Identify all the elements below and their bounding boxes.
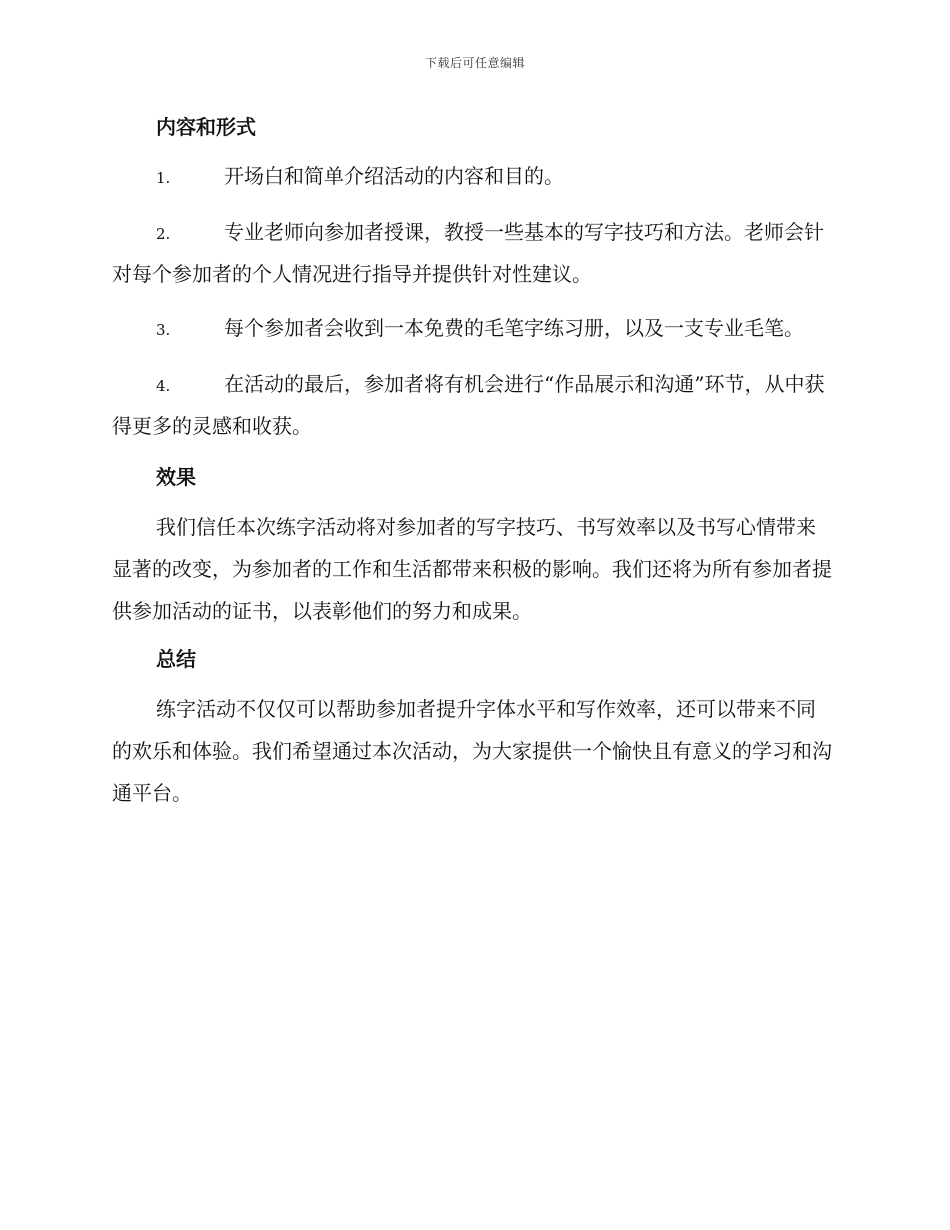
summary-paragraph: 练字活动不仅仅可以帮助参加者提升字体水平和写作效率，还可以带来不同的欢乐和体验。我们希望通过本次活动，为大家提供一个愉快且有意义的学习和沟通平台。 (112, 697, 832, 805)
section-title-effect: 效果 (156, 465, 196, 489)
list-item-text: 每个参加者会收到一本免费的毛笔字练习册，以及一支专业毛笔。 (224, 316, 804, 340)
list-item (112, 364, 834, 446)
effect-paragraph: 我们信任本次练字活动将对参加者的写字技巧、书写效率以及书写心情带来显著的改变，为参加者的工作和生活都带来积极的影响。我们还将为所有参加者提供参加活动的证书，以表彰他们的努力和成果。 (112, 515, 832, 623)
list-item (112, 156, 834, 198)
list-item (112, 212, 834, 294)
list-item-text: 开场白和简单介绍活动的内容和目的。 (224, 164, 564, 188)
list-item-text: 在活动的最后，参加者将有机会进行“作品展示和沟通”环节，从中获得更多的灵感和收获。 (112, 372, 825, 438)
document-body (112, 110, 834, 824)
list-item-number: 4. (156, 377, 171, 395)
section-title-content-form: 内容和形式 (156, 115, 256, 139)
section-title-summary: 总结 (156, 647, 196, 671)
list-item-number: 1. (156, 169, 171, 187)
list-item-number: 2. (156, 225, 171, 243)
list-item-text: 专业老师向参加者授课，教授一些基本的写字技巧和方法。老师会针对每个参加者的个人情况进行指导并提供针对性建议。 (112, 220, 824, 286)
header-note: 下载后可任意编辑 (424, 56, 525, 70)
list-item-number: 3. (156, 321, 171, 339)
list-item (112, 308, 834, 350)
